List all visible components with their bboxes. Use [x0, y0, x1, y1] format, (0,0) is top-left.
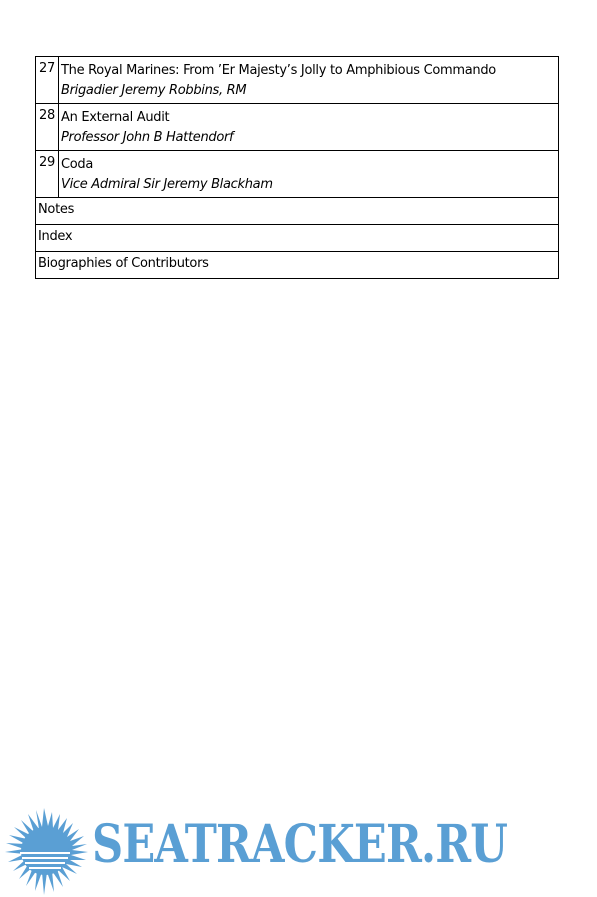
toc-row-notes [36, 198, 559, 225]
chapter-author: Vice Admiral Sir Jeremy Blackham [61, 177, 273, 192]
watermark [0, 806, 597, 897]
chapter-title: An External Audit [61, 110, 170, 125]
toc-row-index [36, 225, 559, 252]
toc-row-chapter-27 [36, 57, 559, 104]
table-of-contents [35, 56, 559, 279]
chapter-author: Professor John B Hattendorf [61, 130, 234, 145]
toc-entry-index: Index [36, 225, 559, 252]
chapter-title: Coda [61, 157, 94, 172]
toc-entry-notes: Notes [36, 198, 559, 225]
toc-row-chapter-29 [36, 151, 559, 198]
chapter-number: 27 [36, 57, 59, 104]
chapter-entry [59, 151, 559, 198]
toc-row-biographies [36, 252, 559, 279]
toc-entry-biographies: Biographies of Contributors [36, 252, 559, 279]
watermark-text: SEATRACKER.RU [92, 814, 508, 875]
chapter-number: 28 [36, 104, 59, 151]
chapter-number: 29 [36, 151, 59, 198]
sun-over-water-logo-icon [0, 806, 92, 897]
chapter-title: The Royal Marines: From ’Er Majesty’s Jolly to Amphibious Commando [61, 63, 496, 78]
chapter-entry [59, 57, 559, 104]
chapter-entry [59, 104, 559, 151]
chapter-author: Brigadier Jeremy Robbins, RM [61, 83, 247, 98]
toc-row-chapter-28 [36, 104, 559, 151]
